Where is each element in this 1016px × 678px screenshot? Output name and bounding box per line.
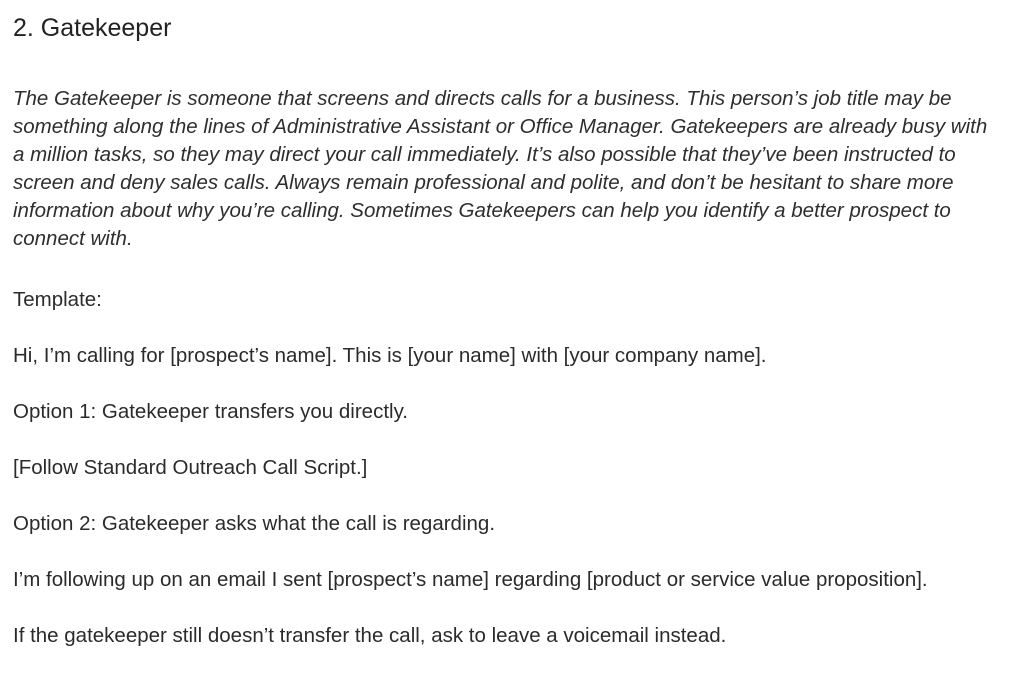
option-2-line: Option 2: Gatekeeper asks what the call is regarding.: [13, 512, 496, 535]
section-heading: 2. Gatekeeper: [13, 14, 172, 42]
fallback-line: If the gatekeeper still doesn’t transfer the call, ask to leave a voicemail instead.: [13, 624, 727, 647]
option-1-action-line: [Follow Standard Outreach Call Script.]: [13, 456, 368, 479]
intro-paragraph: The Gatekeeper is someone that screens and directs calls for a business. This person’s job title may be something along the lines of Administrative Assistant or Office Manager. Gatekeepers are already busy with a million tasks, so they may direct your call immediately. It’s also possible that they’ve been instructed to screen and deny sales calls. Always remain professional and polite, and don’t be hesitant to share more information about why you’re calling. Sometimes Gatekeepers can help you identify a better prospect to connect with.: [13, 87, 988, 250]
greeting-line: Hi, I’m calling for [prospect’s name]. This is [your name] with [your company name].: [13, 344, 767, 367]
option-2-reply-line: I’m following up on an email I sent [prospect’s name] regarding [product or service value proposition].: [13, 568, 928, 591]
option-1-line: Option 1: Gatekeeper transfers you directly.: [13, 400, 409, 423]
template-label: Template:: [13, 288, 102, 311]
